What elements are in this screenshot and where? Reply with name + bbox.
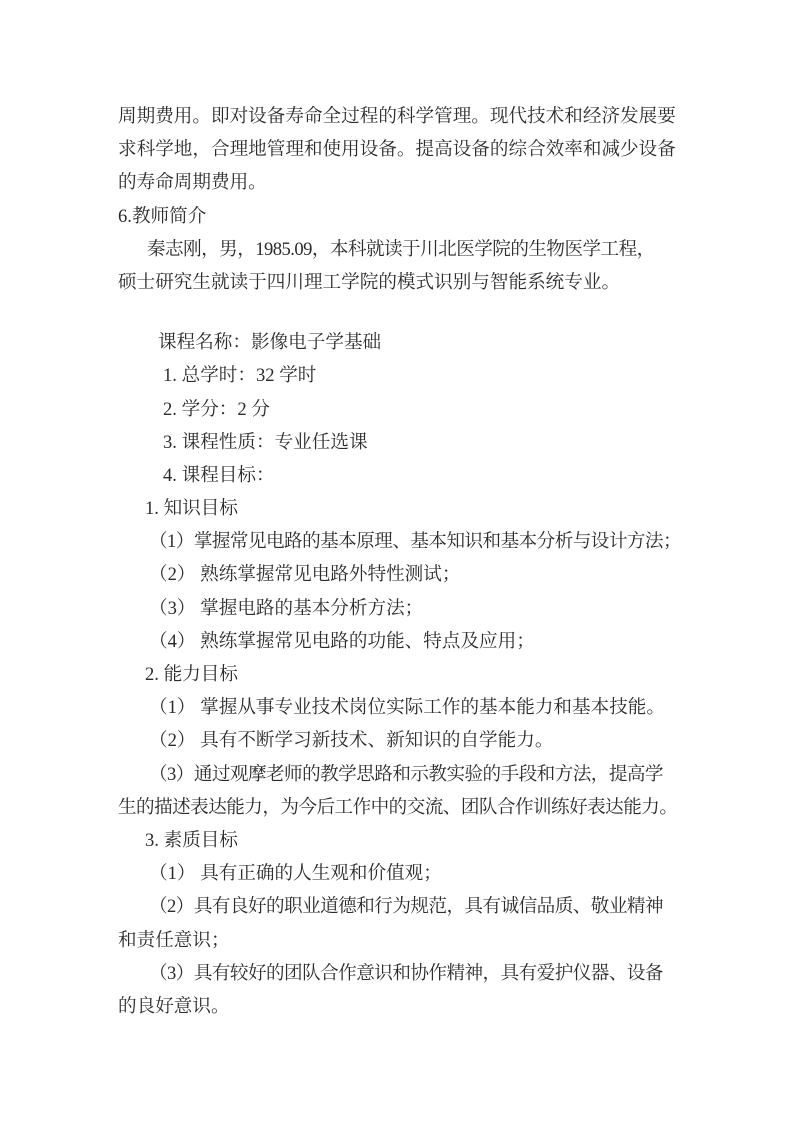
paragraph-line: 周期费用。即对设备寿命全过程的科学管理。现代技术和经济发展要 (118, 106, 676, 127)
objective-heading: 1. 知识目标 (145, 498, 238, 520)
objective-item: （3） 掌握电路的基本分析方法； (149, 597, 424, 619)
section-heading: 6.教师简介 (118, 205, 207, 227)
paragraph-line: 的良好意识。 (118, 995, 230, 1017)
blank-line (118, 299, 678, 326)
paragraph-line: 求科学地，合理地管理和使用设备。提高设备的综合效率和减少设备 (118, 139, 676, 161)
objective-item: （2） 熟练掌握常见电路外特性测试； (149, 564, 461, 586)
document-body (118, 100, 682, 1023)
list-item: 3. 课程性质：专业任选课 (163, 431, 368, 453)
course-name-line: 课程名称：影像电子学基础 (158, 332, 382, 354)
objective-item: （3）具有较好的团队合作意识和协作精神，具有爱护仪器、设备 (149, 962, 663, 984)
list-item: 2. 学分：2 分 (163, 398, 270, 420)
objective-item: （1）掌握常见电路的基本原理、基本知识和基本分析与设计方法； (149, 531, 682, 553)
paragraph-line: 和责任意识； (118, 929, 230, 951)
paragraph-line: 的寿命周期费用。 (118, 172, 267, 194)
objective-item: （2）具有良好的职业道德和行为规范，具有诚信品质、敬业精神 (149, 896, 663, 918)
list-item: 1. 总学时：32 学时 (163, 365, 317, 387)
paragraph-line: 硕士研究生就读于四川理工学院的模式识别与智能系统专业。 (118, 271, 621, 293)
objective-item: （2） 具有不断学习新技术、新知识的自学能力。 (149, 730, 554, 752)
list-item: 4. 课程目标： (163, 464, 275, 486)
paragraph-line: 生的描述表达能力，为今后工作中的交流、团队合作训练好表达能力。 (118, 796, 678, 818)
objective-item: （4） 熟练掌握常见电路的功能、特点及应用； (149, 630, 535, 652)
objective-item: （1） 掌握从事专业技术岗位实际工作的基本能力和基本技能。 (149, 697, 665, 719)
objective-item: （1） 具有正确的人生观和价值观； (149, 863, 442, 885)
paragraph-line: 秦志刚，男，1985.09，本科就读于川北医学院的生物医学工程， (147, 238, 655, 260)
objective-heading: 3. 素质目标 (145, 829, 238, 851)
objective-heading: 2. 能力目标 (145, 664, 238, 685)
objective-item: （3）通过观摩老师的教学思路和示教实验的手段和方法，提高学 (149, 763, 663, 785)
